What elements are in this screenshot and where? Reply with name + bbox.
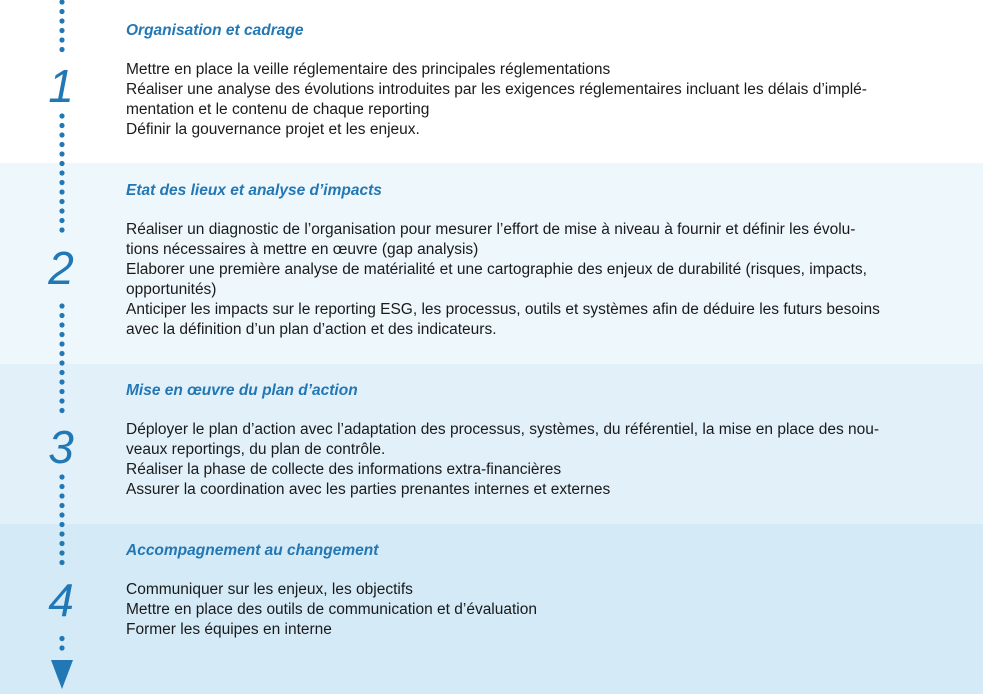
step-2-line: Elaborer une première analyse de matérialité et une cartographie des enjeux de durabilité (risques, impacts, [126,261,867,278]
step-3-line: Assurer la coordination avec les parties prenantes internes et externes [126,481,611,498]
timeline-dot [59,541,64,546]
timeline-dot [59,123,64,128]
step-2-description [126,220,968,340]
arrow-down-icon [51,660,73,689]
timeline-dot [59,132,64,137]
step-4 [126,541,968,640]
timeline-dot [59,218,64,223]
step-2-line: tions nécessaires à mettre en œuvre (gap analysis) [126,241,479,258]
step-1 [126,21,968,140]
timeline-dot [59,189,64,194]
timeline-dot [59,332,64,337]
step-3-line: Déployer le plan d’action avec l’adaptation des processus, systèmes, du référentiel, la mise en place des nou- [126,421,880,438]
timeline-dot [59,161,64,166]
step-3-description [126,420,968,500]
timeline-dot [59,493,64,498]
timeline-dot [59,474,64,479]
timeline-dot [59,636,64,641]
step-1-line: Définir la gouvernance projet et les enjeux. [126,121,420,138]
step-4-title: Accompagnement au changement [126,542,379,559]
timeline-dot [59,512,64,517]
timeline-dot [59,303,64,308]
timeline-dot [59,180,64,185]
timeline-dot [59,550,64,555]
timeline-dot [59,503,64,508]
step-2-number: 2 [48,242,74,294]
timeline-dot [59,18,64,23]
timeline-dot [59,379,64,384]
step-4-number: 4 [48,574,74,626]
timeline-dot [59,341,64,346]
step-1-description [126,60,968,140]
step-2-line: avec la définition d’un plan d’action et des indicateurs. [126,321,497,338]
timeline-dot [59,370,64,375]
timeline-dot [59,113,64,118]
timeline-dot [59,0,64,5]
step-2 [126,181,968,340]
step-1-number: 1 [48,60,74,112]
timeline-dot [59,151,64,156]
timeline-dot [59,360,64,365]
timeline-dot [59,484,64,489]
step-4-line: Mettre en place des outils de communication et d’évaluation [126,601,537,618]
step-2-line: Anticiper les impacts sur le reporting ESG, les processus, outils et systèmes afin de déduire les futurs besoins [126,301,880,318]
timeline-dot [59,9,64,14]
timeline-dot [59,208,64,213]
step-4-line: Communiquer sur les enjeux, les objectifs [126,581,413,598]
timeline-dot [59,522,64,527]
step-3 [126,381,968,500]
timeline-dot [59,398,64,403]
step-1-line: Réaliser une analyse des évolutions introduites par les exigences réglementaires incluant les délais d’implé- [126,81,867,98]
timeline-dot [59,322,64,327]
timeline-dot [59,313,64,318]
timeline-dot [59,170,64,175]
step-1-line: Mettre en place la veille réglementaire des principales réglementations [126,61,611,78]
timeline-dot [59,28,64,33]
timeline-dot [59,37,64,42]
step-3-line: Réaliser la phase de collecte des informations extra-financières [126,461,562,478]
timeline-dot [59,531,64,536]
step-3-title: Mise en œuvre du plan d’action [126,382,358,399]
step-4-description [126,580,968,640]
timeline-dot [59,389,64,394]
timeline-dot [59,408,64,413]
step-2-title: Etat des lieux et analyse d’impacts [126,182,382,199]
timeline-dot [59,227,64,232]
timeline-dot [59,645,64,650]
step-1-title: Organisation et cadrage [126,22,304,39]
step-1-line: mentation et le contenu de chaque reporting [126,101,430,118]
step-2-line: opportunités) [126,281,217,298]
timeline-dot [59,351,64,356]
timeline-dot [59,560,64,565]
timeline-dot [59,142,64,147]
step-3-line: veaux reportings, du plan de contrôle. [126,441,386,458]
step-3-number: 3 [48,421,74,473]
step-4-line: Former les équipes en interne [126,621,332,638]
timeline-dot [59,199,64,204]
timeline-dot [59,47,64,52]
step-2-line: Réaliser un diagnostic de l’organisation pour mesurer l’effort de mise à niveau à fournir et définir les évolu- [126,221,856,238]
